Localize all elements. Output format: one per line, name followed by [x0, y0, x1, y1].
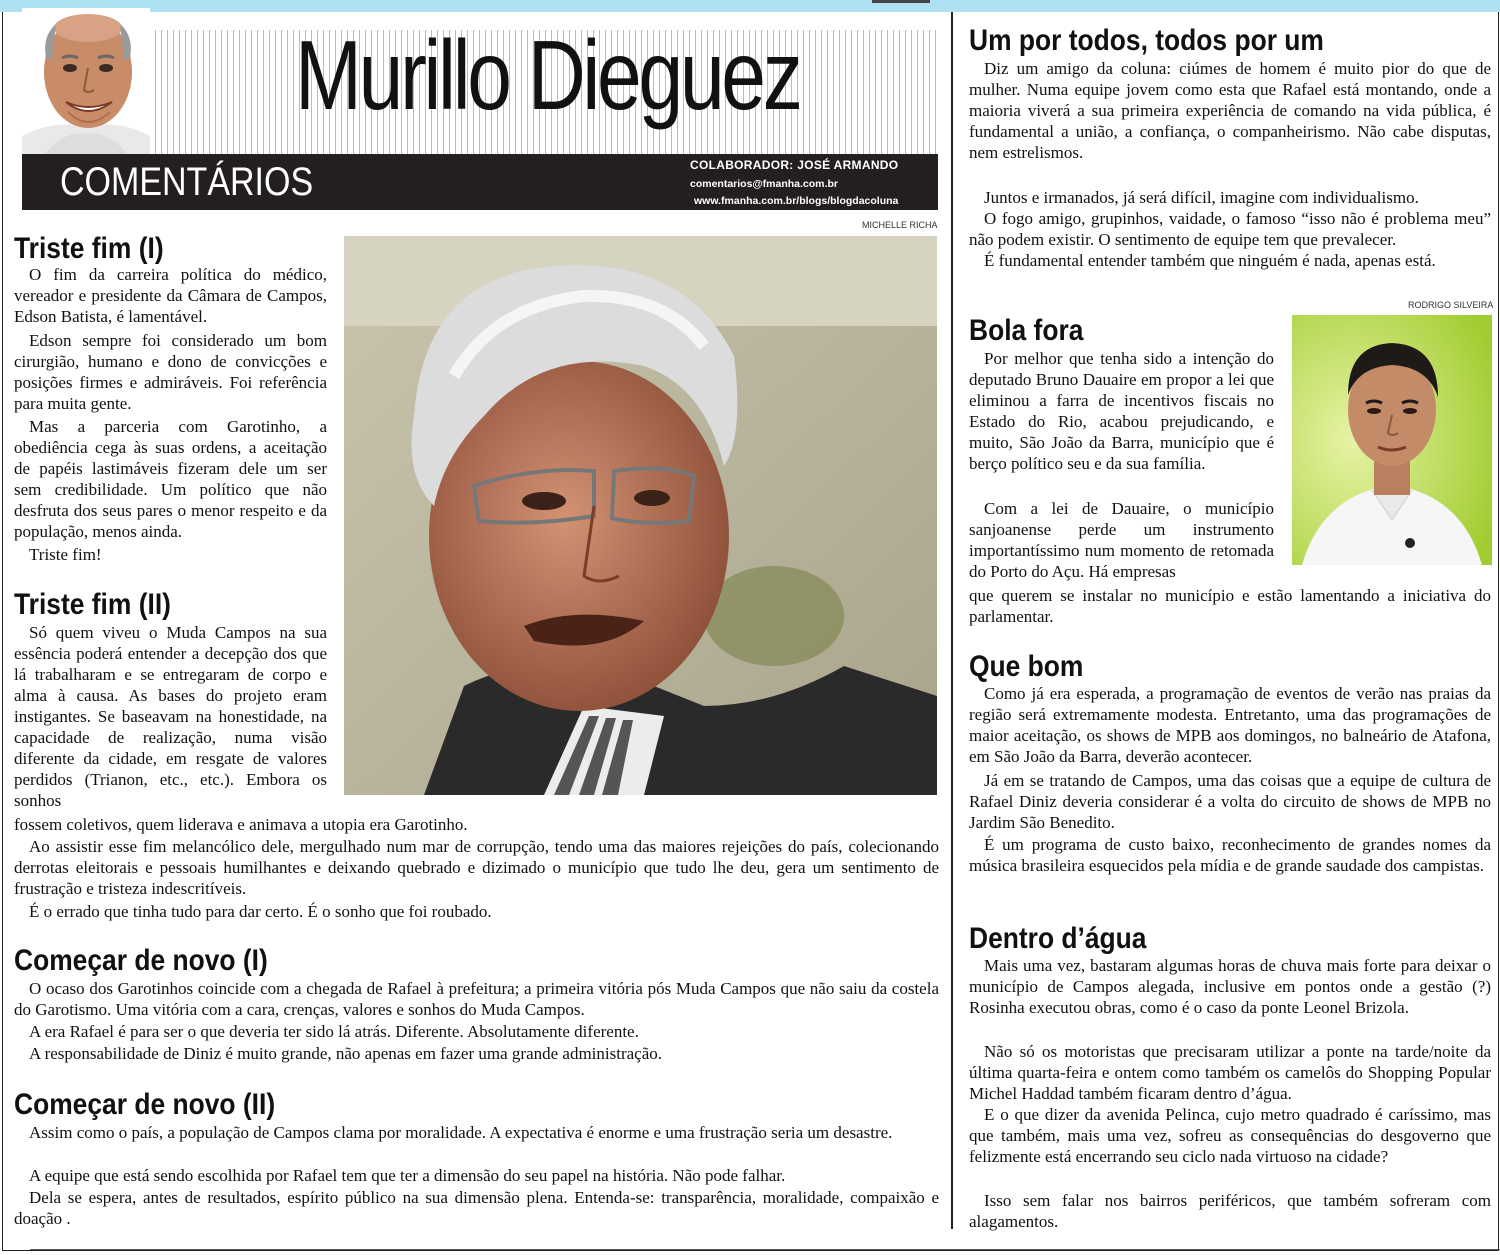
- paragraph: Diz um amigo da coluna: ciúmes de homem é muito pior do que de mulher. Numa equipe jovem como esta que Rafael está montando, onde a maioria viverá a sua primeira experiência de comando na vida pública, é fundamental a união, a confiança, o companheirismo. Não cabe disputas, nem estrelismos.: [969, 59, 1491, 162]
- section-heading: Que bom: [969, 650, 1084, 683]
- paragraph: Edson sempre foi considerado um bom cirurgião, humano e dono de convicções e posições firmes e admiráveis. Foi referência para muita gente.: [14, 331, 327, 413]
- paragraph: que querem se instalar no município e estão lamentando a iniciativa do parlamentar.: [969, 586, 1491, 626]
- paragraph: Triste fim!: [29, 545, 102, 564]
- paragraph: O ocaso dos Garotinhos coincide com a chegada de Rafael à prefeitura; a primeira vitória pós Muda Campos que não saiu da costela do Garotismo. Uma vitória com a cara, crenças, valores e sonhos do Muda Campos.: [14, 979, 939, 1019]
- section-heading: Começar de novo (I): [14, 944, 268, 977]
- paragraph: O fogo amigo, grupinhos, vaidade, o famoso “isso não é problema meu” não podem existir. O sentimento de equipe tem que prevalecer.: [969, 209, 1491, 249]
- main-photo-credit: MICHELLE RICHA: [862, 220, 938, 230]
- deputy-photo: [1292, 315, 1492, 565]
- collaborator-block: [690, 158, 898, 207]
- section-heading: Triste fim (I): [14, 232, 164, 265]
- columnist-photo: [22, 8, 150, 158]
- section-title: COMENTÁRIOS: [60, 160, 314, 204]
- top-color-strip: [0, 0, 1500, 12]
- paragraph: Não só os motoristas que precisaram utilizar a ponte na tarde/noite da última quarta-feira e ontem como também os camelôs do Shopping Popular Michel Haddad também ficaram dentro d’água.: [969, 1042, 1491, 1103]
- paragraph: É o errado que tinha tudo para dar certo. É o sonho que foi roubado.: [29, 902, 492, 921]
- paragraph: Isso sem falar nos bairros periféricos, que também sofreram com alagamentos.: [969, 1191, 1491, 1231]
- section-heading: Um por todos, todos por um: [969, 24, 1324, 57]
- paragraph: Ao assistir esse fim melancólico dele, mergulhado num mar de corrupção, tendo uma das maiores rejeições do país, colecionando derrotas eleitorais e pessoais humilhantes e deixando quebrado e dizimado o município que tudo lhe deu, gera um sentimento de frustração e tristeza indescritíveis.: [14, 837, 939, 898]
- paragraph: fossem coletivos, quem liderava e animava a utopia era Garotinho.: [14, 815, 468, 834]
- paragraph: Por melhor que tenha sido a intenção do deputado Bruno Dauaire em propor a lei que eliminou a farra de incentivos fiscais no Estado do Rio, acabou prejudicando, e muito, São João da Barra, município que é berço político seu e da sua família.: [969, 349, 1274, 473]
- top-strip-mark: [872, 0, 930, 3]
- paragraph: Já em se tratando de Campos, uma das coisas que a equipe de cultura de Rafael Diniz deveria considerar é a volta do circuito de shows de MPB no Jardim São Benedito.: [969, 771, 1491, 832]
- paragraph: Só quem viveu o Muda Campos na sua essência poderá entender a decepção dos que lá trabalharam e se entregaram de corpo e alma à causa. As bases do projeto eram instigantes. Se baseavam na honestidade, na capacidade de realização, numa visão diferente da cidade, em resgate de valores perdidos (Trianon, etc., etc.). Embora os sonhos: [14, 623, 327, 810]
- bottom-rule: [30, 1249, 1500, 1250]
- section-heading: Dentro d’água: [969, 922, 1147, 955]
- columnist-name: Murillo Dieguez: [295, 20, 800, 130]
- section-heading: Triste fim (II): [14, 588, 171, 621]
- paragraph: Com a lei de Dauaire, o município sanjoanense perde um instrumento importantíssimo num momento de retomada do Porto do Açu. Há empresas: [969, 499, 1274, 581]
- paragraph: Mas a parceria com Garotinho, a obediência cega às suas ordens, a aceitação de papéis lastimáveis fizeram dele um ser sem credibilidade. Um político que não desfruta dos seus pares o menor respeito e da população, menos ainda.: [14, 417, 327, 541]
- paragraph: Mais uma vez, bastaram algumas horas de chuva mais forte para deixar o município de Campos alegada, inclusive em pontos onde a gestão (?) Rosinha executou obras, como é o caso da ponte Leonel Brizola.: [969, 956, 1491, 1017]
- section-heading: Começar de novo (II): [14, 1088, 276, 1121]
- paragraph: E o que dizer da avenida Pelinca, cujo metro quadrado é caríssimo, mas que também, mais uma vez, sofreu as consequências do desgoverno que felizmente está encerrando seu ciclo nada virtuoso na cidade?: [969, 1105, 1491, 1166]
- main-photo: [344, 236, 937, 795]
- collaborator-line: COLABORADOR: JOSÉ ARMANDO: [690, 158, 899, 172]
- email-line: comentarios@fmanha.com.br: [690, 178, 838, 190]
- paragraph: A equipe que está sendo escolhida por Rafael tem que ter a dimensão do seu papel na história. Não pode falhar.: [29, 1166, 786, 1185]
- right-photo-credit: RODRIGO SILVEIRA: [1408, 300, 1494, 310]
- column-divider: [951, 12, 953, 1229]
- paragraph: Assim como o país, a população de Campos clama por moralidade. A expectativa é enorme e uma frustração seria um desastre.: [29, 1123, 893, 1142]
- paragraph: Como já era esperada, a programação de eventos de verão nas praias da região será extremamente modesta. Entretanto, uma das programações de maior aceitação, os shows de MPB aos domingos, no balneário de Atafona, em São João da Barra, deverão acontecer.: [969, 684, 1491, 766]
- paragraph: A era Rafael é para ser o que deveria ter sido lá atrás. Diferente. Absolutamente diferente.: [29, 1022, 639, 1041]
- section-heading: Bola fora: [969, 314, 1084, 347]
- paragraph: Dela se espera, antes de resultados, espírito público na sua dimensão plena. Entenda-se: transparência, moralidade, compaixão e doação .: [14, 1188, 939, 1228]
- blog-line: www.fmanha.com.br/blogs/blogdacoluna: [694, 195, 899, 207]
- paragraph: Juntos e irmanados, já será difícil, imagine com individualismo.: [984, 188, 1419, 207]
- paragraph: É um programa de custo baixo, reconhecimento de grandes nomes da música brasileira esquecidos pela mídia e de grande saudade dos campistas.: [969, 835, 1491, 875]
- paragraph: A responsabilidade de Diniz é muito grande, não apenas em fazer uma grande administração.: [29, 1044, 663, 1063]
- paragraph: O fim da carreira política do médico, vereador e presidente da Câmara de Campos, Edson Batista, é lamentável.: [14, 265, 327, 326]
- paragraph: É fundamental entender também que ninguém é nada, apenas está.: [984, 251, 1436, 270]
